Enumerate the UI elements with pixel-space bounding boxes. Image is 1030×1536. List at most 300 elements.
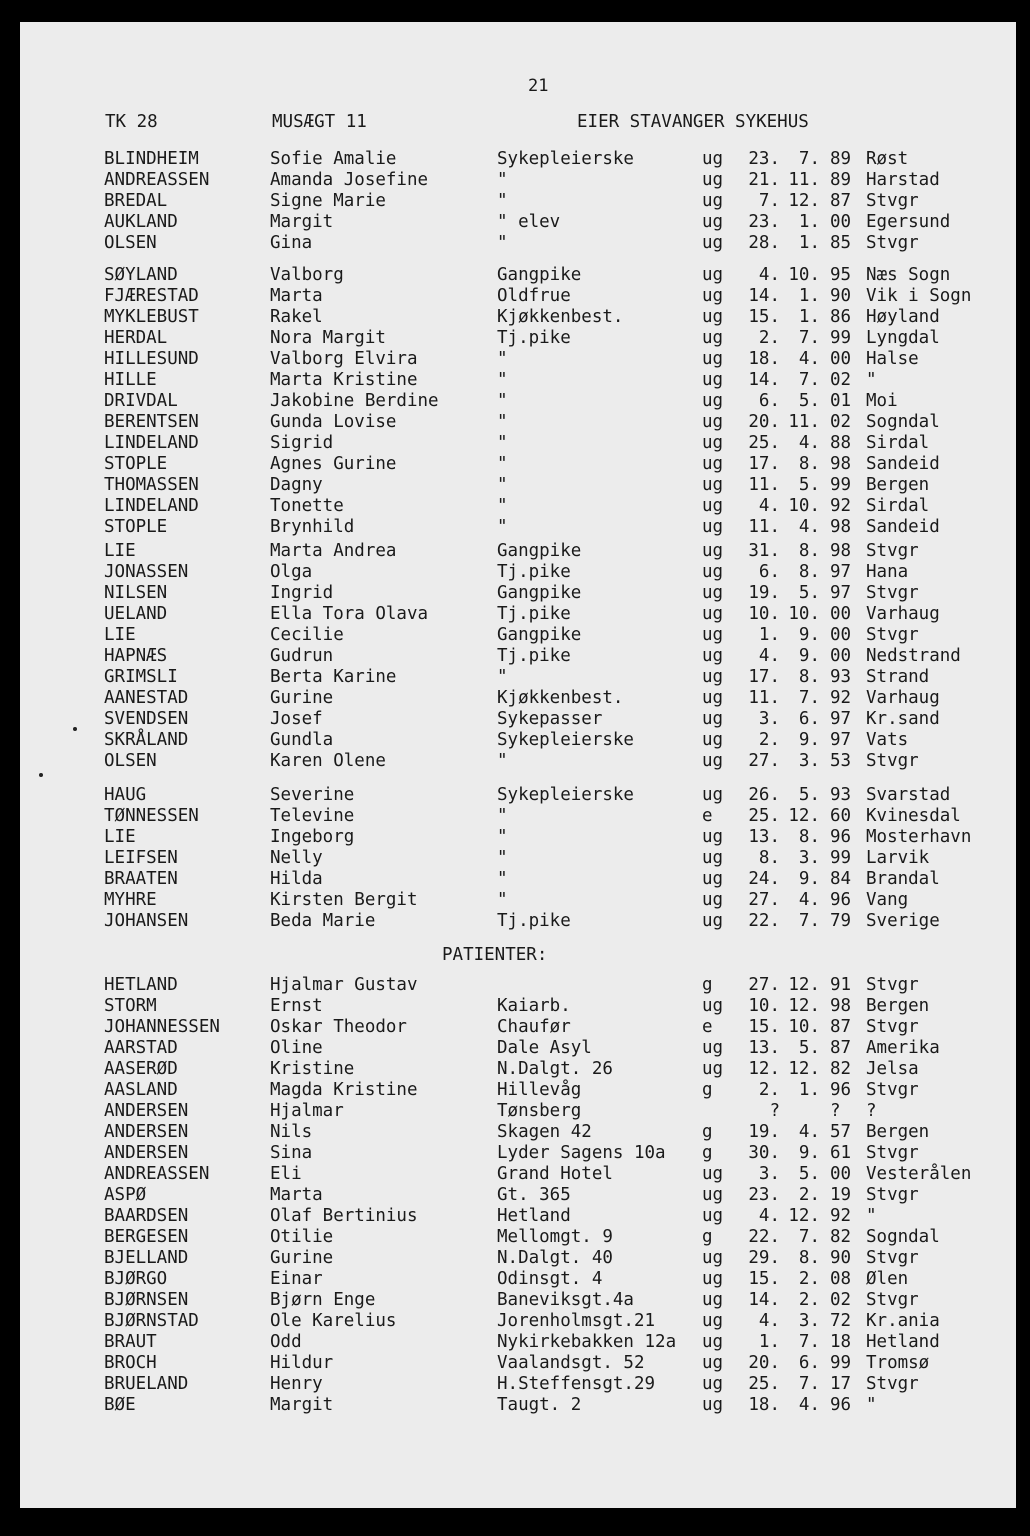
cell-surname: STOPLE — [104, 454, 168, 474]
table-row — [0, 1290, 1030, 1311]
stray-mark — [73, 727, 77, 731]
cell-day: 10. — [748, 604, 780, 624]
cell-given: Henry — [270, 1374, 323, 1394]
cell-surname: OLSEN — [104, 233, 157, 253]
cell-day: 2. — [758, 730, 780, 750]
cell-place: Bergen — [866, 1122, 930, 1142]
cell-role: Taugt. 2 — [497, 1395, 582, 1415]
cell-month: 3. — [798, 751, 820, 771]
cell-year: 96 — [830, 890, 852, 910]
cell-role: Nykirkebakken 12a — [497, 1332, 677, 1352]
cell-place: Stvgr — [866, 191, 919, 211]
table-row — [0, 827, 1030, 848]
cell-role: Vaalandsgt. 52 — [497, 1353, 645, 1373]
cell-year: 97 — [830, 583, 852, 603]
cell-ug: g — [702, 975, 713, 995]
cell-ug: ug — [702, 1395, 724, 1415]
cell-surname: SKRÅLAND — [104, 730, 189, 750]
cell-month: 12. — [788, 1059, 820, 1079]
cell-ug: ug — [702, 1164, 724, 1184]
cell-role: " — [497, 475, 508, 495]
cell-day: 10. — [748, 996, 780, 1016]
cell-month: 12. — [788, 1206, 820, 1226]
table-row — [0, 328, 1030, 349]
cell-day: 4. — [758, 646, 780, 666]
cell-place: Varhaug — [866, 688, 940, 708]
cell-ug: ug — [702, 1374, 724, 1394]
table-row — [0, 370, 1030, 391]
cell-given: Nelly — [270, 848, 323, 868]
table-row — [0, 1269, 1030, 1290]
cell-place: Halse — [866, 349, 919, 369]
table-row — [0, 890, 1030, 911]
cell-given: Bjørn Enge — [270, 1290, 376, 1310]
cell-given: Tonette — [270, 496, 344, 516]
cell-day: 4. — [758, 496, 780, 516]
cell-year: 99 — [830, 1353, 852, 1373]
table-row — [0, 1059, 1030, 1080]
cell-ug: ug — [702, 709, 724, 729]
cell-ug: ug — [702, 1206, 724, 1226]
cell-month: 5. — [798, 475, 820, 495]
cell-year: 85 — [830, 233, 852, 253]
cell-month: 8. — [798, 541, 820, 561]
cell-ug: ug — [702, 541, 724, 561]
cell-place: Sirdal — [866, 496, 930, 516]
cell-month: 5. — [798, 1164, 820, 1184]
table-row — [0, 785, 1030, 806]
cell-role: " — [497, 890, 508, 910]
cell-day: 25. — [748, 806, 780, 826]
cell-month: 4. — [798, 1122, 820, 1142]
cell-day: 14. — [748, 1290, 780, 1310]
cell-surname: ANDREASSEN — [104, 170, 210, 190]
table-row — [0, 412, 1030, 433]
cell-surname: JOHANSEN — [104, 911, 189, 931]
cell-role: Tønsberg — [497, 1101, 582, 1121]
cell-place: Harstad — [866, 170, 940, 190]
cell-place: Sandeid — [866, 454, 940, 474]
cell-given: Kirsten Bergit — [270, 890, 418, 910]
cell-given: Kristine — [270, 1059, 355, 1079]
cell-year: 97 — [830, 709, 852, 729]
cell-ug: ug — [702, 475, 724, 495]
page-number: 21 — [528, 76, 549, 96]
cell-surname: BØE — [104, 1395, 136, 1415]
cell-day: 14. — [748, 286, 780, 306]
cell-month: 1. — [798, 1080, 820, 1100]
table-row — [0, 709, 1030, 730]
cell-role: " — [497, 667, 508, 687]
cell-given: Hildur — [270, 1353, 334, 1373]
table-row — [0, 541, 1030, 562]
cell-year: 93 — [830, 667, 852, 687]
cell-given: Rakel — [270, 307, 323, 327]
cell-place: Larvik — [866, 848, 930, 868]
cell-place: Mosterhavn — [866, 827, 972, 847]
cell-day: 11. — [748, 688, 780, 708]
table-row — [0, 517, 1030, 538]
cell-given: Sofie Amalie — [270, 149, 397, 169]
cell-year: 08 — [830, 1269, 852, 1289]
cell-year: 96 — [830, 1395, 852, 1415]
cell-year: 00 — [830, 1164, 852, 1184]
cell-month: 7. — [798, 370, 820, 390]
cell-surname: HAUG — [104, 785, 147, 805]
cell-place: Kr.sand — [866, 709, 940, 729]
cell-role: " — [497, 170, 508, 190]
table-row — [0, 996, 1030, 1017]
cell-day: 14. — [748, 370, 780, 390]
cell-ug: ug — [702, 265, 724, 285]
cell-month: 4. — [798, 433, 820, 453]
cell-day: ? — [769, 1101, 780, 1121]
cell-surname: ANDREASSEN — [104, 1164, 210, 1184]
cell-month: 6. — [798, 1353, 820, 1373]
table-row — [0, 1164, 1030, 1185]
cell-month: 2. — [798, 1269, 820, 1289]
table-row — [0, 625, 1030, 646]
cell-role: Skagen 42 — [497, 1122, 592, 1142]
cell-role: H.Steffensgt.29 — [497, 1374, 656, 1394]
table-row — [0, 233, 1030, 254]
cell-ug: ug — [702, 391, 724, 411]
cell-role: Hetland — [497, 1206, 571, 1226]
cell-place: Bergen — [866, 996, 930, 1016]
cell-month: 5. — [798, 785, 820, 805]
cell-year: 92 — [830, 688, 852, 708]
cell-given: Dagny — [270, 475, 323, 495]
table-row — [0, 646, 1030, 667]
cell-place: Stvgr — [866, 583, 919, 603]
cell-given: Gurine — [270, 688, 334, 708]
cell-place: Stvgr — [866, 975, 919, 995]
cell-role: Lyder Sagens 10a — [497, 1143, 666, 1163]
cell-role: Grand Hotel — [497, 1164, 613, 1184]
cell-ug: ug — [702, 911, 724, 931]
cell-ug: ug — [702, 328, 724, 348]
cell-day: 2. — [758, 328, 780, 348]
cell-given: Hjalmar Gustav — [270, 975, 418, 995]
cell-given: Olaf Bertinius — [270, 1206, 418, 1226]
cell-year: 87 — [830, 1038, 852, 1058]
cell-role: " — [497, 191, 508, 211]
cell-month: 7. — [798, 688, 820, 708]
cell-role: " — [497, 496, 508, 516]
cell-place: Vats — [866, 730, 909, 750]
cell-place: Tromsø — [866, 1353, 930, 1373]
cell-year: 61 — [830, 1143, 852, 1163]
cell-ug: ug — [702, 349, 724, 369]
cell-year: 98 — [830, 996, 852, 1016]
cell-year: 53 — [830, 751, 852, 771]
cell-given: Gurine — [270, 1248, 334, 1268]
cell-surname: ANDERSEN — [104, 1122, 189, 1142]
cell-year: 88 — [830, 433, 852, 453]
cell-role: Gangpike — [497, 541, 582, 561]
cell-day: 30. — [748, 1143, 780, 1163]
cell-place: Sandeid — [866, 517, 940, 537]
cell-ug: e — [702, 1017, 713, 1037]
cell-year: 19 — [830, 1185, 852, 1205]
cell-day: 4. — [758, 1311, 780, 1331]
cell-role: Gangpike — [497, 265, 582, 285]
cell-month: 9. — [798, 646, 820, 666]
cell-day: 7. — [758, 191, 780, 211]
cell-place: Sirdal — [866, 433, 930, 453]
cell-role: " elev — [497, 212, 561, 232]
cell-ug: ug — [702, 730, 724, 750]
cell-day: 24. — [748, 869, 780, 889]
cell-role: Tj.pike — [497, 562, 571, 582]
cell-year: 99 — [830, 475, 852, 495]
cell-place: Stvgr — [866, 1248, 919, 1268]
cell-day: 13. — [748, 1038, 780, 1058]
table-row — [0, 730, 1030, 751]
cell-place: Kvinesdal — [866, 806, 961, 826]
cell-year: 87 — [830, 1017, 852, 1037]
table-row — [0, 307, 1030, 328]
cell-surname: LINDELAND — [104, 496, 199, 516]
table-row — [0, 562, 1030, 583]
cell-place: " — [866, 1206, 877, 1226]
cell-given: Marta Andrea — [270, 541, 397, 561]
cell-role: Tj.pike — [497, 328, 571, 348]
cell-day: 2. — [758, 1080, 780, 1100]
cell-day: 6. — [758, 562, 780, 582]
cell-day: 11. — [748, 517, 780, 537]
cell-surname: LIE — [104, 827, 136, 847]
cell-ug: ug — [702, 1353, 724, 1373]
cell-ug: ug — [702, 307, 724, 327]
cell-role: Odinsgt. 4 — [497, 1269, 603, 1289]
cell-day: 11. — [748, 475, 780, 495]
cell-year: 90 — [830, 286, 852, 306]
cell-year: 01 — [830, 391, 852, 411]
cell-place: Moi — [866, 391, 898, 411]
cell-surname: GRIMSLI — [104, 667, 178, 687]
cell-ug: ug — [702, 1248, 724, 1268]
table-row — [0, 475, 1030, 496]
cell-role: Sykepasser — [497, 709, 603, 729]
cell-month: 8. — [798, 827, 820, 847]
cell-surname: BRAATEN — [104, 869, 178, 889]
cell-month: 9. — [798, 869, 820, 889]
cell-ug: ug — [702, 890, 724, 910]
cell-place: " — [866, 370, 877, 390]
cell-year: 57 — [830, 1122, 852, 1142]
table-row — [0, 1038, 1030, 1059]
cell-place: Vesterålen — [866, 1164, 972, 1184]
cell-place: Stvgr — [866, 1290, 919, 1310]
cell-ug: ug — [702, 454, 724, 474]
cell-surname: SVENDSEN — [104, 709, 189, 729]
table-row — [0, 1143, 1030, 1164]
cell-month: 8. — [798, 562, 820, 582]
cell-month: 7. — [798, 328, 820, 348]
cell-year: 86 — [830, 307, 852, 327]
table-row — [0, 1122, 1030, 1143]
cell-day: 20. — [748, 412, 780, 432]
cell-given: Valborg — [270, 265, 344, 285]
cell-given: Valborg Elvira — [270, 349, 418, 369]
cell-place: Stvgr — [866, 1374, 919, 1394]
cell-ug: e — [702, 806, 713, 826]
table-row — [0, 688, 1030, 709]
cell-surname: BRUELAND — [104, 1374, 189, 1394]
cell-surname: BJØRNSTAD — [104, 1311, 199, 1331]
cell-surname: UELAND — [104, 604, 168, 624]
cell-day: 23. — [748, 1185, 780, 1205]
cell-role: Tj.pike — [497, 911, 571, 931]
cell-day: 15. — [748, 1017, 780, 1037]
cell-role: Baneviksgt.4a — [497, 1290, 634, 1310]
cell-year: 60 — [830, 806, 852, 826]
cell-given: Gudrun — [270, 646, 334, 666]
cell-given: Severine — [270, 785, 355, 805]
cell-place: " — [866, 1395, 877, 1415]
cell-role: " — [497, 517, 508, 537]
cell-day: 27. — [748, 751, 780, 771]
cell-surname: BERENTSEN — [104, 412, 199, 432]
cell-year: 02 — [830, 370, 852, 390]
table-row — [0, 869, 1030, 890]
cell-year: 99 — [830, 328, 852, 348]
table-row — [0, 1227, 1030, 1248]
cell-month: 10. — [788, 1017, 820, 1037]
cell-year: 17 — [830, 1374, 852, 1394]
cell-place: Varhaug — [866, 604, 940, 624]
cell-place: Stvgr — [866, 1185, 919, 1205]
table-row — [0, 1353, 1030, 1374]
cell-given: Ernst — [270, 996, 323, 1016]
cell-month: 8. — [798, 667, 820, 687]
cell-given: Marta — [270, 286, 323, 306]
cell-given: Otilie — [270, 1227, 334, 1247]
cell-day: 15. — [748, 1269, 780, 1289]
cell-role: " — [497, 412, 508, 432]
cell-surname: FJÆRESTAD — [104, 286, 199, 306]
cell-month: 7. — [798, 911, 820, 931]
cell-given: Josef — [270, 709, 323, 729]
cell-surname: LINDELAND — [104, 433, 199, 453]
cell-year: 98 — [830, 541, 852, 561]
cell-day: 26. — [748, 785, 780, 805]
cell-surname: BLINDHEIM — [104, 149, 199, 169]
cell-ug: g — [702, 1080, 713, 1100]
cell-place: Stvgr — [866, 233, 919, 253]
cell-month: 10. — [788, 265, 820, 285]
cell-given: Gundla — [270, 730, 334, 750]
patients-heading: PATIENTER: — [442, 945, 548, 965]
cell-year: 90 — [830, 1248, 852, 1268]
cell-role: " — [497, 751, 508, 771]
table-row — [0, 848, 1030, 869]
cell-role: " — [497, 349, 508, 369]
cell-given: Oline — [270, 1038, 323, 1058]
table-row — [0, 212, 1030, 233]
cell-month: 9. — [798, 730, 820, 750]
cell-place: Vang — [866, 890, 909, 910]
cell-role: " — [497, 433, 508, 453]
cell-year: 02 — [830, 412, 852, 432]
cell-surname: MYKLEBUST — [104, 307, 199, 327]
cell-place: Sogndal — [866, 412, 940, 432]
cell-given: Cecilie — [270, 625, 344, 645]
cell-year: 98 — [830, 454, 852, 474]
cell-given: Eli — [270, 1164, 302, 1184]
cell-month: 2. — [798, 1185, 820, 1205]
table-row — [0, 1080, 1030, 1101]
cell-place: Næs Sogn — [866, 265, 951, 285]
cell-ug: ug — [702, 667, 724, 687]
table-row — [0, 149, 1030, 170]
cell-month: 8. — [798, 454, 820, 474]
cell-ug: ug — [702, 1332, 724, 1352]
cell-role: " — [497, 848, 508, 868]
cell-place: Lyngdal — [866, 328, 940, 348]
cell-ug: ug — [702, 170, 724, 190]
cell-month: 12. — [788, 996, 820, 1016]
table-row — [0, 1248, 1030, 1269]
cell-role: " — [497, 391, 508, 411]
cell-role: Kjøkkenbest. — [497, 307, 624, 327]
cell-ug: ug — [702, 1290, 724, 1310]
table-row — [0, 1101, 1030, 1122]
cell-ug: g — [702, 1227, 713, 1247]
cell-given: Sigrid — [270, 433, 334, 453]
cell-year: 82 — [830, 1227, 852, 1247]
cell-surname: BJØRNSEN — [104, 1290, 189, 1310]
cell-surname: SØYLAND — [104, 265, 178, 285]
cell-place: Stvgr — [866, 751, 919, 771]
cell-day: 4. — [758, 1206, 780, 1226]
cell-surname: JONASSEN — [104, 562, 189, 582]
table-row — [0, 806, 1030, 827]
cell-surname: AANESTAD — [104, 688, 189, 708]
cell-given: Gina — [270, 233, 313, 253]
table-row — [0, 975, 1030, 996]
cell-role: " — [497, 806, 508, 826]
cell-ug: ug — [702, 785, 724, 805]
cell-year: 92 — [830, 1206, 852, 1226]
cell-role: Gangpike — [497, 625, 582, 645]
cell-given: Margit — [270, 1395, 334, 1415]
cell-place: Amerika — [866, 1038, 940, 1058]
cell-surname: DRIVDAL — [104, 391, 178, 411]
cell-surname: HERDAL — [104, 328, 168, 348]
cell-month: 5. — [798, 391, 820, 411]
cell-given: Marta Kristine — [270, 370, 418, 390]
cell-ug: ug — [702, 1185, 724, 1205]
cell-surname: THOMASSEN — [104, 475, 199, 495]
table-row — [0, 1017, 1030, 1038]
cell-ug: ug — [702, 212, 724, 232]
cell-surname: BERGESEN — [104, 1227, 189, 1247]
cell-surname: BJØRGO — [104, 1269, 168, 1289]
cell-ug: ug — [702, 370, 724, 390]
cell-month: 10. — [788, 604, 820, 624]
cell-day: 28. — [748, 233, 780, 253]
table-row — [0, 1395, 1030, 1416]
cell-surname: MYHRE — [104, 890, 157, 910]
cell-given: Agnes Gurine — [270, 454, 397, 474]
cell-surname: LIE — [104, 541, 136, 561]
cell-month: 4. — [798, 890, 820, 910]
cell-month: 12. — [788, 806, 820, 826]
cell-role: Oldfrue — [497, 286, 571, 306]
cell-day: 6. — [758, 391, 780, 411]
